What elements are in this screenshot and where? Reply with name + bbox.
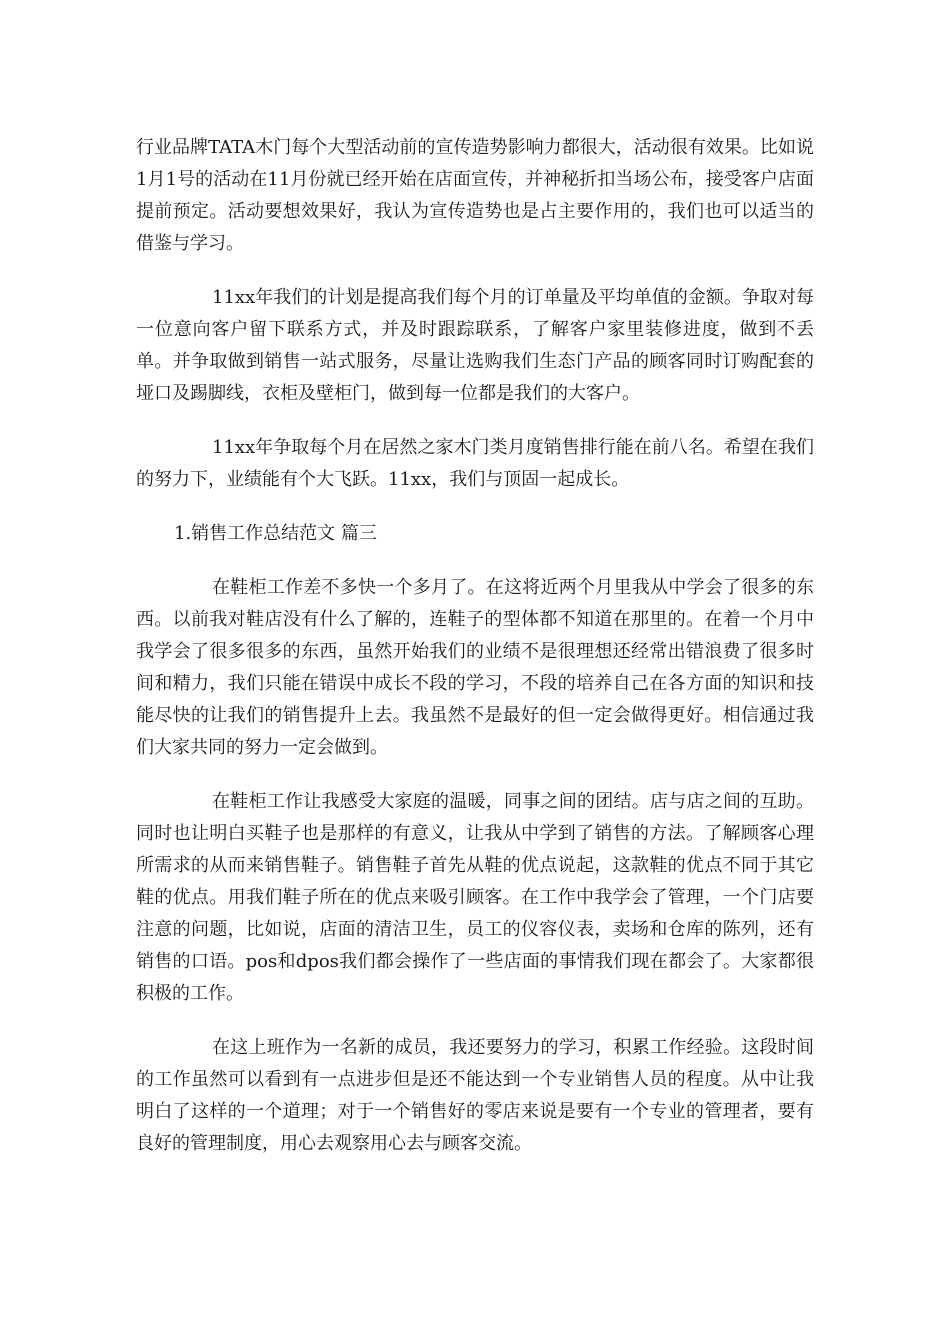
paragraph-shoe-store-teamwork: 在鞋柜工作让我感受大家庭的温暖，同事之间的团结。店与店之间的互助。同时也让明白买鞋子也是那样的有意义，让我从中学到了销售的方法。了解顾客心理所需求的从而来销售鞋子。销售鞋子首先从鞋的优点说起，这款鞋的优点不同于其它鞋的优点。用我们鞋子所在的优点来吸引顾客。在工作中我学会了管理，一个门店要注意的问题，比如说，店面的清洁卫生，员工的仪容仪表，卖场和仓库的陈列，还有销售的口语。pos和dpos我们都会操作了一些店面的事情我们现在都会了。大家都很积极的工作。 <box>136 791 814 1004</box>
paragraph-shoe-store-learning: 在这上班作为一名新的成员，我还要努力的学习，积累工作经验。这段时间的工作虽然可以看到有一点进步但是还不能达到一个专业销售人员的程度。从中让我明白了这样的一个道理；对于一个销售好的零店来说是要有一个专业的管理者，要有良好的管理制度，用心去观察用心去与顾客交流。 <box>136 1037 814 1154</box>
paragraph-promotion: 行业品牌TATA木门每个大型活动前的宣传造势影响力都很大，活动很有效果。比如说1月1号的活动在11月份就已经开始在店面宣传，并神秘折扣当场公布，接受客户店面提前预定。活动要想效果好，我认为宣传造势也是占主要作用的，我们也可以适当的借鉴与学习。 <box>136 137 814 254</box>
paragraph-plan: 11xx年我们的计划是提高我们每个月的订单量及平均单值的金额。争取对每一位意向客户留下联系方式，并及时跟踪联系，了解客户家里装修进度，做到不丢单。并争取做到销售一站式服务，尽量让选购我们生态门产品的顾客同时订购配套的垭口及踢脚线，衣柜及壁柜门，做到每一位都是我们的大客户。 <box>136 287 814 404</box>
paragraph-goal: 11xx年争取每个月在居然之家木门类月度销售排行能在前八名。希望在我们的努力下，业绩能有个大飞跃。11xx，我们与顶固一起成长。 <box>136 437 814 490</box>
section-heading: 1.销售工作总结范文 篇三 <box>174 523 377 544</box>
paragraph-shoe-store-intro: 在鞋柜工作差不多快一个多月了。在这将近两个月里我从中学会了很多的东西。以前我对鞋店没有什么了解的，连鞋子的型体都不知道在那里的。在着一个月中我学会了很多很多的东西，虽然开始我们的业绩不是很理想还经常出错浪费了很多时间和精力，我们只能在错误中成长不段的学习，不段的培养自己在各方面的知识和技能尽快的让我们的销售提升上去。我虽然不是最好的但一定会做得更好。相信通过我们大家共同的努力一定会做到。 <box>136 577 814 758</box>
document-page <box>136 132 814 1182</box>
